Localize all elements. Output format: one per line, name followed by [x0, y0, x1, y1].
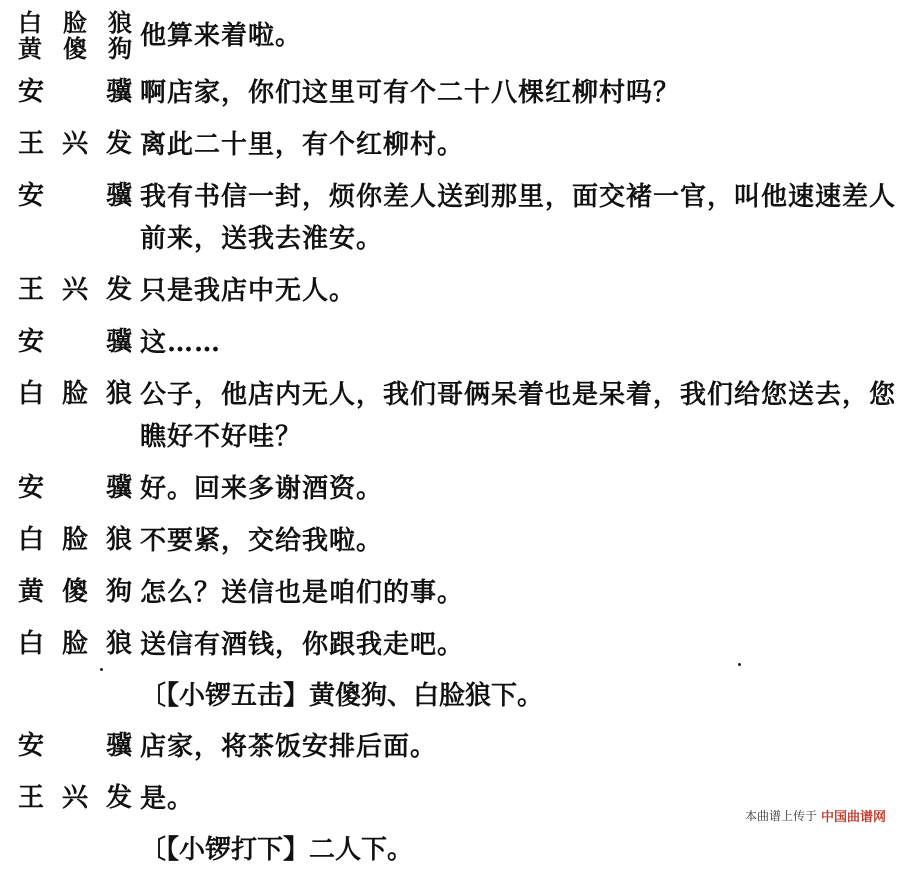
- dialogue-line: [18, 72, 896, 114]
- speaker-name: 白脸狼: [18, 525, 132, 555]
- site-logo: 中国曲谱网: [820, 810, 886, 825]
- dialogue-text: 怎么？送信也是咱们的事。: [140, 578, 465, 608]
- dialogue-text: 送信有酒钱，你跟我走吧。: [140, 630, 465, 660]
- dialogue-text: 啊店家，你们这里可有个二十八棵红柳村吗？: [140, 78, 681, 108]
- dialogue-text: 公子，他店内无人，我们哥俩呆着也是呆着，我们给您送去，您瞧好不好哇？: [140, 380, 897, 452]
- speaker-name: 安 骥: [18, 77, 132, 107]
- scan-speck: [738, 663, 741, 666]
- dialogue-line: [18, 572, 896, 614]
- watermark-prefix: 本曲谱上传于: [744, 809, 817, 823]
- speaker-name: 黄傻狗: [18, 34, 132, 63]
- dialogue-text: 他算来着啦。: [140, 21, 303, 51]
- dialogue-line: [18, 520, 896, 562]
- dialogue-line: [18, 468, 896, 510]
- speaker-name-pair: [18, 10, 140, 62]
- speaker-name: 安 骥: [18, 181, 132, 211]
- speaker-name: 王兴发: [18, 275, 132, 305]
- speaker-name: 白脸狼: [18, 379, 132, 409]
- dialogue-line: [18, 726, 896, 768]
- dialogue-line: [18, 270, 896, 312]
- dialogue-text: 不要紧，交给我啦。: [140, 526, 384, 556]
- dialogue-text: 店家，将茶饭安排后面。: [140, 732, 438, 762]
- dialogue-text: 这……: [140, 328, 222, 358]
- dialogue-line: [18, 176, 896, 260]
- scan-speck: [100, 668, 103, 671]
- speaker-name: 白脸狼: [18, 629, 132, 659]
- dialogue-line: [18, 624, 896, 666]
- dialogue-line: [18, 322, 896, 364]
- dialogue-line: [18, 374, 896, 458]
- watermark: [745, 806, 886, 825]
- speaker-name: 王兴发: [18, 129, 132, 159]
- speaker-name: 安 骥: [18, 473, 132, 503]
- dialogue-line: [18, 10, 896, 62]
- script-page: [18, 10, 896, 880]
- speaker-name: 安 骥: [18, 327, 132, 357]
- dialogue-text: 离此二十里，有个红柳村。: [140, 130, 465, 160]
- dialogue-line: [18, 124, 896, 166]
- speaker-name: 白脸狼: [18, 8, 132, 37]
- speaker-name: 黄傻狗: [18, 577, 132, 607]
- dialogue-text: 只是我店中无人。: [140, 276, 357, 306]
- dialogue-text: 好。回来多谢酒资。: [140, 474, 384, 504]
- stage-direction: 〔【小锣五击】黄傻狗、白脸狼下。: [140, 681, 544, 711]
- stage-direction: 〔【小锣打下】二人下。: [140, 835, 414, 865]
- dialogue-text: 是。: [140, 784, 195, 814]
- speaker-name: 王兴发: [18, 783, 132, 813]
- dialogue-text: 我有书信一封，烦你差人送到那里，面交褚一官，叫他速速差人前来，送我去淮安。: [140, 182, 897, 254]
- speaker-name: 安 骥: [18, 731, 132, 761]
